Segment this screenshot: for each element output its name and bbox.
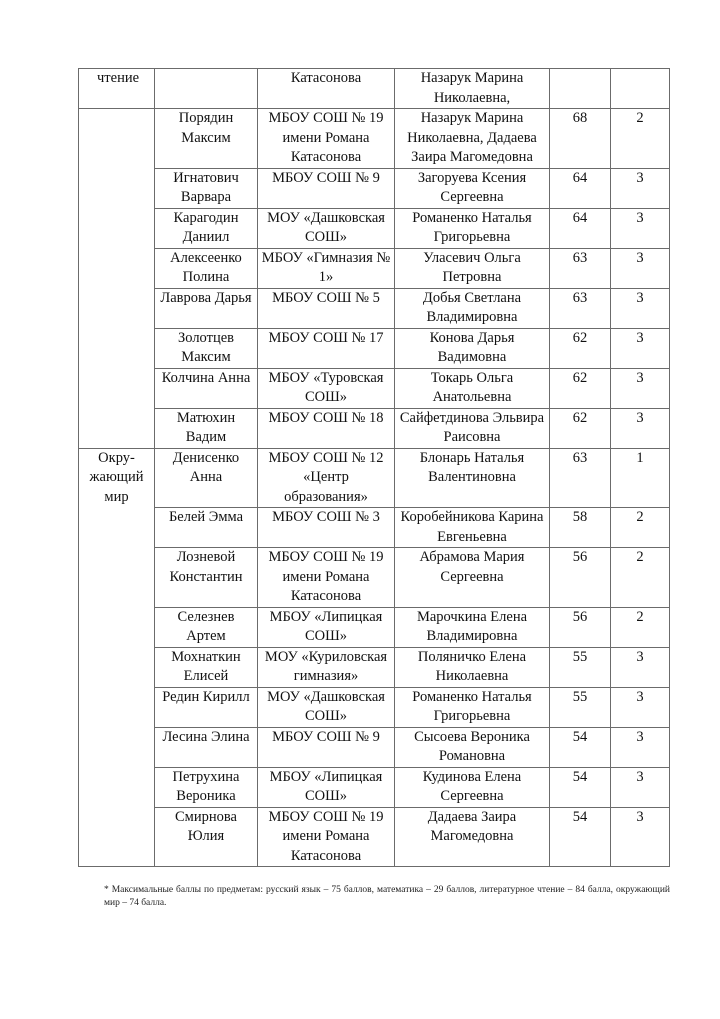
teacher-cell: Романенко Наталья Григорьевна xyxy=(395,208,550,248)
school-cell: МБОУ СОШ № 18 xyxy=(258,408,395,448)
school-cell: МБОУ СОШ № 9 xyxy=(258,727,395,767)
score-cell: 55 xyxy=(550,647,611,687)
school-cell: МОУ «Куриловская гимназия» xyxy=(258,647,395,687)
results-table xyxy=(78,68,670,867)
teacher-cell: Кудинова Елена Сергеевна xyxy=(395,767,550,807)
student-name-cell: Мохнаткин Елисей xyxy=(155,647,258,687)
table-row xyxy=(79,548,670,608)
results-table-body xyxy=(79,69,670,867)
place-cell: 3 xyxy=(611,248,670,288)
place-cell: 2 xyxy=(611,607,670,647)
place-cell: 3 xyxy=(611,647,670,687)
school-cell: МБОУ СОШ № 12 «Центр образования» xyxy=(258,448,395,508)
score-cell: 64 xyxy=(550,208,611,248)
place-cell: 3 xyxy=(611,288,670,328)
teacher-cell: Дадаева Заира Магомедовна xyxy=(395,807,550,867)
footnote: * Максимальные баллы по предметам: русский язык – 75 баллов, математика – 29 баллов, литературное чтение – 84 балла, окружающий мир – 74 балла. xyxy=(104,885,670,908)
score-cell: 56 xyxy=(550,548,611,608)
table-row xyxy=(79,248,670,288)
table-row xyxy=(79,647,670,687)
student-name-cell: Золотцев Максим xyxy=(155,328,258,368)
school-cell: МБОУ СОШ № 19 имени Романа Катасонова xyxy=(258,548,395,608)
table-row xyxy=(79,408,670,448)
subject-cell: чтение xyxy=(79,69,155,109)
teacher-cell: Добья Светлана Владимировна xyxy=(395,288,550,328)
table-row xyxy=(79,767,670,807)
score-cell: 64 xyxy=(550,168,611,208)
place-cell: 2 xyxy=(611,508,670,548)
score-cell: 62 xyxy=(550,408,611,448)
teacher-cell: Сысоева Вероника Романовна xyxy=(395,727,550,767)
teacher-cell: Романенко Наталья Григорьевна xyxy=(395,687,550,727)
teacher-cell: Загоруева Ксения Сергеевна xyxy=(395,168,550,208)
score-cell: 62 xyxy=(550,368,611,408)
place-cell: 2 xyxy=(611,109,670,169)
school-cell: Катасонова xyxy=(258,69,395,109)
subject-cell: Окру- жающий мир xyxy=(79,448,155,867)
teacher-cell: Назарук Марина Николаевна, Дадаева Заира Магомедовна xyxy=(395,109,550,169)
score-cell: 54 xyxy=(550,807,611,867)
table-row xyxy=(79,168,670,208)
score-cell: 58 xyxy=(550,508,611,548)
teacher-cell: Поляничко Елена Николаевна xyxy=(395,647,550,687)
teacher-cell: Блонарь Наталья Валентиновна xyxy=(395,448,550,508)
student-name-cell: Лаврова Дарья xyxy=(155,288,258,328)
school-cell: МОУ «Дашковская СОШ» xyxy=(258,208,395,248)
score-cell: 54 xyxy=(550,727,611,767)
student-name-cell: Игнатович Варвара xyxy=(155,168,258,208)
table-row xyxy=(79,807,670,867)
teacher-cell: Коробейникова Карина Евгеньевна xyxy=(395,508,550,548)
school-cell: МБОУ «Гимназия № 1» xyxy=(258,248,395,288)
student-name-cell: Карагодин Даниил xyxy=(155,208,258,248)
score-cell xyxy=(550,69,611,109)
table-row xyxy=(79,727,670,767)
place-cell xyxy=(611,69,670,109)
student-name-cell: Лозневой Константин xyxy=(155,548,258,608)
student-name-cell: Матюхин Вадим xyxy=(155,408,258,448)
student-name-cell: Селезнев Артем xyxy=(155,607,258,647)
teacher-cell: Абрамова Мария Сергеевна xyxy=(395,548,550,608)
teacher-cell: Марочкина Елена Владимировна xyxy=(395,607,550,647)
student-name-cell: Петрухина Вероника xyxy=(155,767,258,807)
student-name-cell: Денисенко Анна xyxy=(155,448,258,508)
school-cell: МБОУ СОШ № 19 имени Романа Катасонова xyxy=(258,807,395,867)
score-cell: 63 xyxy=(550,288,611,328)
score-cell: 68 xyxy=(550,109,611,169)
place-cell: 3 xyxy=(611,328,670,368)
teacher-cell: Конова Дарья Вадимовна xyxy=(395,328,550,368)
teacher-cell: Уласевич Ольга Петровна xyxy=(395,248,550,288)
place-cell: 3 xyxy=(611,767,670,807)
student-name-cell: Алексеенко Полина xyxy=(155,248,258,288)
score-cell: 56 xyxy=(550,607,611,647)
student-name-cell xyxy=(155,69,258,109)
student-name-cell: Порядин Максим xyxy=(155,109,258,169)
school-cell: МОУ «Дашковская СОШ» xyxy=(258,687,395,727)
student-name-cell: Смирнова Юлия xyxy=(155,807,258,867)
school-cell: МБОУ СОШ № 3 xyxy=(258,508,395,548)
school-cell: МБОУ «Липицкая СОШ» xyxy=(258,607,395,647)
table-row xyxy=(79,208,670,248)
table-row xyxy=(79,109,670,169)
teacher-cell: Токарь Ольга Анатольевна xyxy=(395,368,550,408)
place-cell: 3 xyxy=(611,687,670,727)
table-row xyxy=(79,448,670,508)
school-cell: МБОУ «Липицкая СОШ» xyxy=(258,767,395,807)
table-row xyxy=(79,368,670,408)
table-row xyxy=(79,328,670,368)
school-cell: МБОУ СОШ № 5 xyxy=(258,288,395,328)
place-cell: 3 xyxy=(611,368,670,408)
school-cell: МБОУ СОШ № 19 имени Романа Катасонова xyxy=(258,109,395,169)
place-cell: 3 xyxy=(611,408,670,448)
teacher-cell: Назарук Марина Николаевна, xyxy=(395,69,550,109)
school-cell: МБОУ «Туровская СОШ» xyxy=(258,368,395,408)
table-row xyxy=(79,508,670,548)
score-cell: 63 xyxy=(550,448,611,508)
score-cell: 62 xyxy=(550,328,611,368)
score-cell: 55 xyxy=(550,687,611,727)
place-cell: 1 xyxy=(611,448,670,508)
student-name-cell: Колчина Анна xyxy=(155,368,258,408)
teacher-cell: Сайфетдинова Эльвира Раисовна xyxy=(395,408,550,448)
place-cell: 3 xyxy=(611,727,670,767)
school-cell: МБОУ СОШ № 17 xyxy=(258,328,395,368)
table-row xyxy=(79,687,670,727)
table-row xyxy=(79,607,670,647)
score-cell: 63 xyxy=(550,248,611,288)
school-cell: МБОУ СОШ № 9 xyxy=(258,168,395,208)
place-cell: 3 xyxy=(611,168,670,208)
score-cell: 54 xyxy=(550,767,611,807)
place-cell: 3 xyxy=(611,807,670,867)
place-cell: 2 xyxy=(611,548,670,608)
student-name-cell: Белей Эмма xyxy=(155,508,258,548)
student-name-cell: Редин Кирилл xyxy=(155,687,258,727)
table-row xyxy=(79,288,670,328)
table-row xyxy=(79,69,670,109)
subject-cell xyxy=(79,109,155,449)
student-name-cell: Лесина Элина xyxy=(155,727,258,767)
place-cell: 3 xyxy=(611,208,670,248)
